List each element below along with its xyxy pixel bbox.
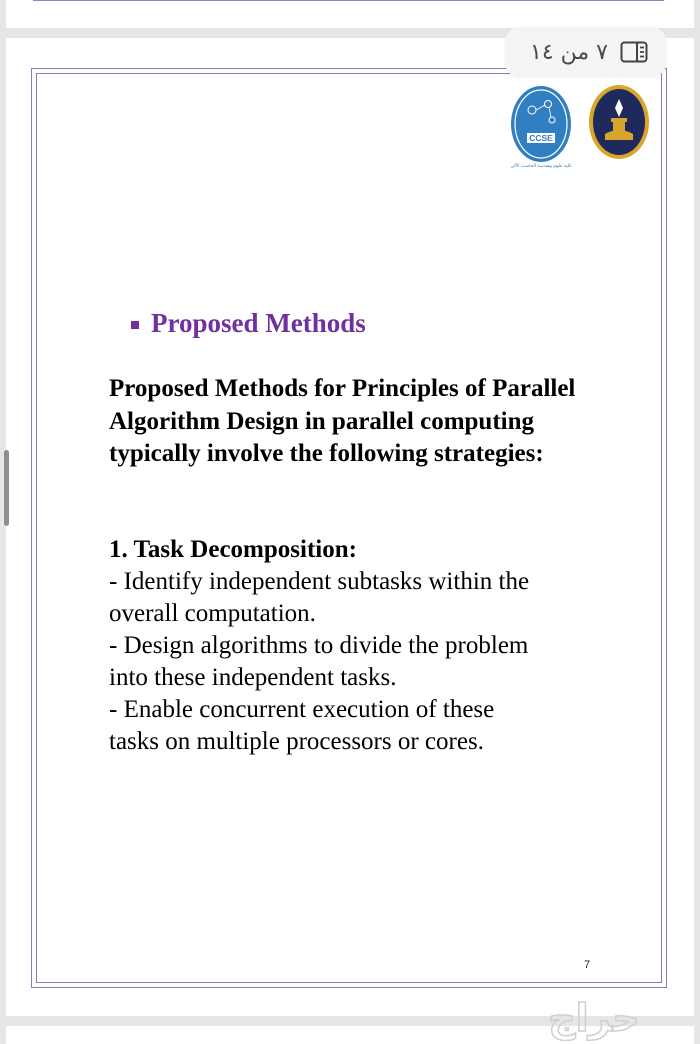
svg-text:حراج: حراج <box>548 996 640 1040</box>
ccse-logo <box>511 86 573 169</box>
header-logos <box>500 82 660 174</box>
square-bullet-icon <box>131 321 139 329</box>
intro-paragraph: Proposed Methods for Principles of Parallel Algorithm Design in parallel computing typically involve the following strategies: <box>109 375 576 467</box>
previous-page-border <box>33 0 664 1</box>
sidebar-thumbnails-icon[interactable] <box>620 41 648 63</box>
body-line: - Enable concurrent execution of these <box>109 696 495 723</box>
task-decomposition-block <box>109 534 599 758</box>
haraj-watermark-logo <box>498 995 690 1041</box>
page-number: 7 <box>584 959 591 971</box>
subsection-title: 1. Task Decomposition: <box>109 536 357 563</box>
document-page <box>6 38 694 1016</box>
previous-page-edge <box>6 0 694 28</box>
section-heading-text: Proposed Methods <box>151 308 366 338</box>
scroll-indicator[interactable] <box>4 450 9 526</box>
svg-text:كلية علوم وهندسة الحاسب الآلي: كلية علوم وهندسة الحاسب الآلي <box>510 164 572 169</box>
body-line: overall computation. <box>109 600 316 627</box>
body-line: into these independent tasks. <box>109 664 397 691</box>
university-seal-logo <box>589 85 649 159</box>
page-counter-pill[interactable] <box>505 27 666 77</box>
body-line: - Design algorithms to divide the problem <box>109 632 529 659</box>
section-heading <box>131 308 366 339</box>
page-frame-inner <box>36 73 662 983</box>
svg-text:CCSE: CCSE <box>529 133 553 143</box>
body-line: tasks on multiple processors or cores. <box>109 728 484 755</box>
body-line: - Identify independent subtasks within the <box>109 568 530 595</box>
page-counter: ٧ من ١٤ <box>530 39 608 65</box>
